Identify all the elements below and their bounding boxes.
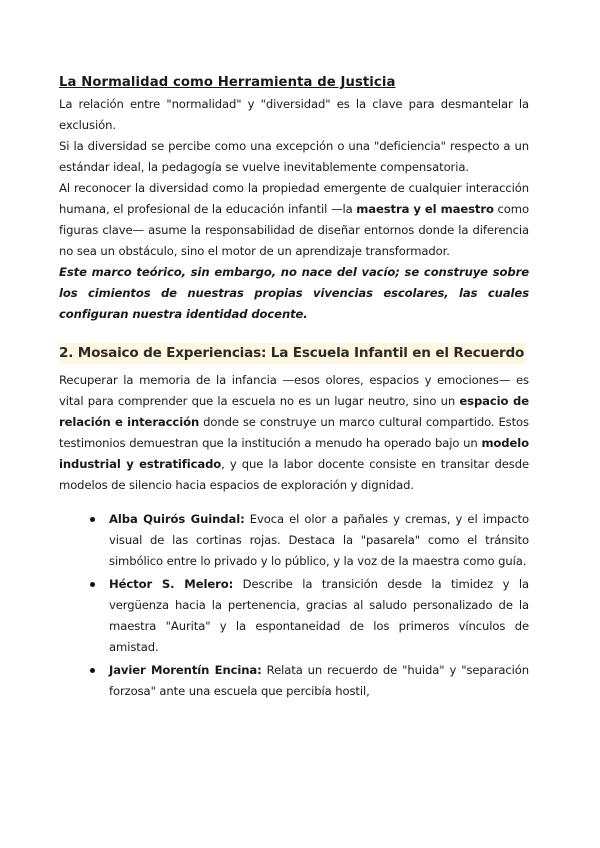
testimony-text: Evoca el olor a pañales y cremas, y el impacto visual de las cortinas rojas. Destaca la "pasarela" como el tránsito simbólico entre lo privado y lo público, y la voz de la maestra como guía. bbox=[109, 512, 529, 568]
paragraph-text: Recuperar la memoria de la infancia —esos olores, espacios y emociones— es vital para comprender que la escuela no es un lugar neutro, sino un bbox=[59, 373, 529, 408]
list-item bbox=[59, 509, 529, 572]
section-heading-mosaico: 2. Mosaico de Experiencias: La Escuela Infantil en el Recuerdo bbox=[59, 343, 526, 364]
list-item bbox=[59, 574, 529, 658]
testimony-author: Héctor S. Melero: bbox=[109, 577, 234, 591]
paragraph-recognize-diversity bbox=[59, 178, 529, 262]
paragraph-compensatory-pedagogy: Si la diversidad se percibe como una excepción o una "deficiencia" respecto a un estándar ideal, la pedagogía se vuelve inevitablemente compensatoria. bbox=[59, 139, 529, 174]
bold-term-modelo-industrial: modelo industrial y estratificado bbox=[59, 436, 529, 471]
bold-term-espacio-relacion: espacio de relación e interacción bbox=[59, 394, 529, 429]
section-title: La Normalidad como Herramienta de Justicia bbox=[59, 75, 396, 90]
testimony-author: Alba Quirós Guindal: bbox=[109, 512, 245, 526]
testimony-text: Describe la transición desde la timidez y la vergüenza hacia la pertenencia, gracias al saludo personalizado de la maestra "Aurita" y la espontaneidad de los primeros vínculos de amistad. bbox=[109, 577, 529, 654]
testimonies-list bbox=[59, 509, 529, 702]
paragraph-text: donde se construye un marco cultural compartido. Estos testimonios demuestran que la institución a menudo ha operado bajo un bbox=[59, 415, 529, 450]
bullet-icon bbox=[90, 517, 95, 522]
paragraph-text: como figuras clave— asume la responsabilidad de diseñar entornos donde la diferencia no sea un obstáculo, sino el motor de un aprendizaje transformador. bbox=[59, 202, 529, 258]
paragraph-memory-intro bbox=[59, 370, 529, 496]
paragraph-text: Al reconocer la diversidad como la propiedad emergente de cualquier interacción humana, el profesional de la educación infantil —la bbox=[59, 181, 529, 216]
paragraph-normality-diversity: La relación entre "normalidad" y "diversidad" es la clave para desmantelar la exclusión. bbox=[59, 97, 529, 132]
testimony-text: Relata un recuerdo de "huida" y "separación forzosa" ante una escuela que percibía hostil, bbox=[109, 663, 529, 698]
bold-term-maestra-maestro: maestra y el maestro bbox=[356, 202, 494, 216]
list-item bbox=[59, 660, 529, 702]
paragraph-theoretical-framework: Este marco teórico, sin embargo, no nace del vacío; se construye sobre los cimientos de nuestras propias vivencias escolares, las cuales configuran nuestra identidad docente. bbox=[59, 265, 529, 321]
testimony-author: Javier Morentín Encina: bbox=[109, 663, 262, 677]
bullet-icon bbox=[90, 668, 95, 673]
paragraph-text: , y que la labor docente consiste en transitar desde modelos de silencio hacia espacios de exploración y dignidad. bbox=[59, 457, 529, 492]
bullet-icon bbox=[90, 582, 95, 587]
document-page bbox=[59, 72, 529, 704]
